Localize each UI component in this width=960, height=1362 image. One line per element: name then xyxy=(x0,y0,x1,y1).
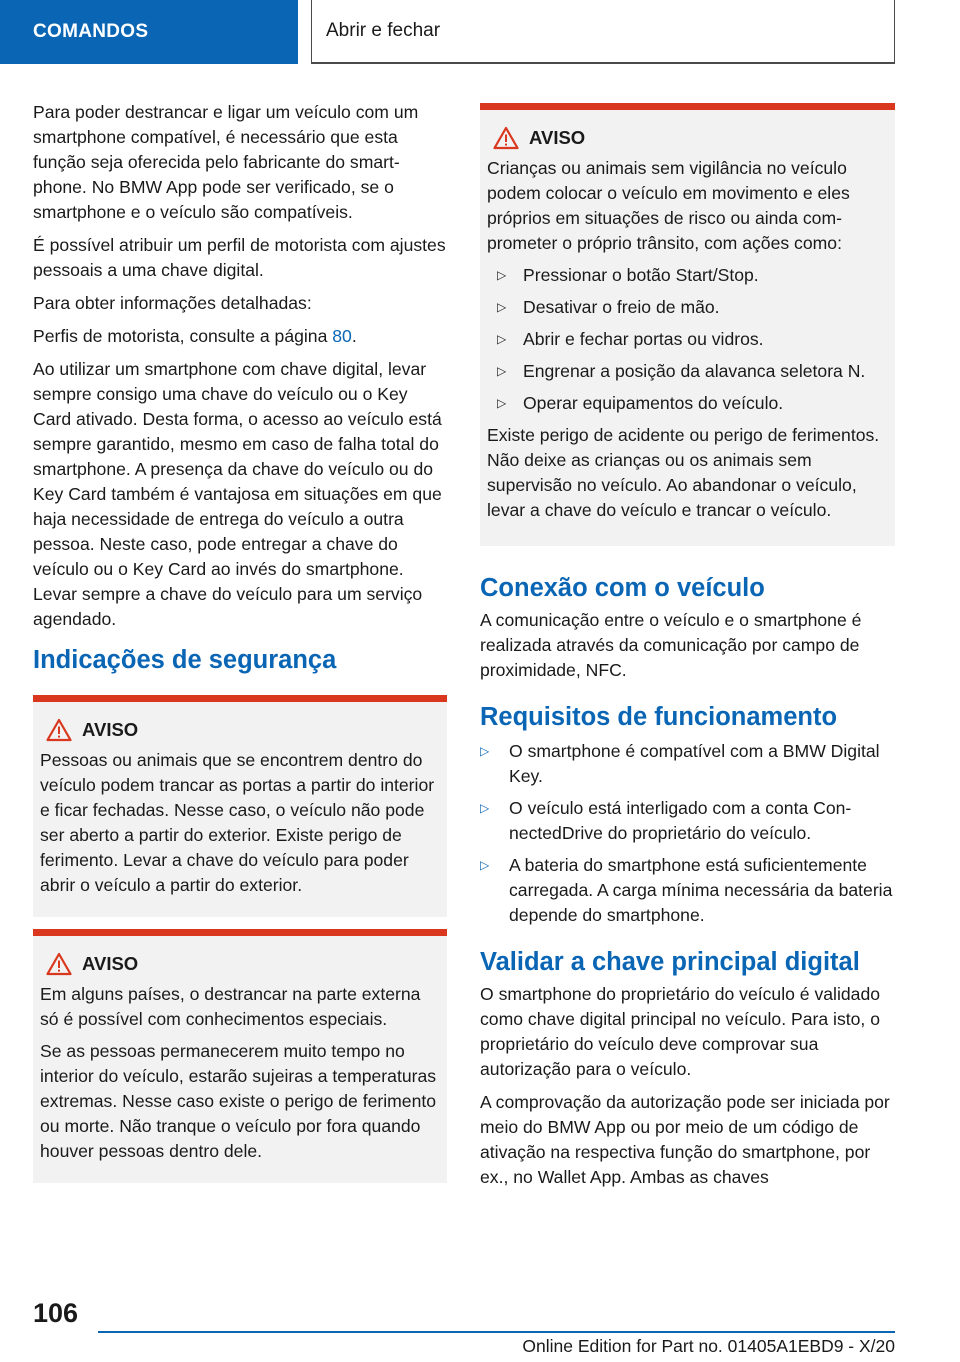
warning-box-extreme-temp xyxy=(33,929,447,1183)
validate-paragraph-2: A comprovação da autorização pode ser iniciada por meio do BMW App ou por meio de um código de ativação na respectiva função do smartphone, por ex., no Wallet App. Ambas as chaves xyxy=(480,1092,890,1187)
list-item-text: Pressionar o botão Start/Stop. xyxy=(523,265,759,285)
header-section-tab xyxy=(0,0,298,64)
warning-title xyxy=(40,718,440,742)
reference-paragraph xyxy=(33,324,447,349)
right-column xyxy=(480,103,895,1198)
validate-paragraph-1: O smartphone do proprietário do veículo é validado como chave digital principal no veículo. Para isto, o proprietário do veículo deve comprovar sua autorização para o veículo. xyxy=(480,984,881,1079)
triangle-bullet-icon: ▷ xyxy=(497,364,507,378)
list-item xyxy=(487,263,888,288)
connection-paragraph: A comunicação entre o veículo e o smartphone é realizada através da comunicação por campo de proximidade, NFC. xyxy=(480,610,862,680)
footer-edition: Online Edition for Part no. 01405A1EBD9 - X/20 xyxy=(522,1336,895,1356)
footer-divider xyxy=(98,1331,895,1333)
warning-title-text: AVISO xyxy=(529,127,586,148)
list-item-text: A bateria do smartphone está suficientemente carregada. A carga mínima necessária da bateria depende do smartphone. xyxy=(509,855,893,925)
requirements-list xyxy=(480,739,895,928)
key-card-paragraph: Ao utilizar um smartphone com chave digital, levar sempre consigo uma chave do veículo ou o Key Card ativado. Desta forma, o acesso ao veículo está sempre garantido, mesmo em caso de falha total do smartphone. A presença da chave do veículo ou do Key Card também é vantajosa em situações em que haja necessidade de entrega do veículo a outra pessoa. Neste caso, pode entregar a chave do veículo ou o Key Card ao invés do smartphone. Levar sempre a chave do veículo para um serviço agendado. xyxy=(33,359,442,629)
triangle-bullet-icon: ▷ xyxy=(497,332,507,346)
warning-outro: Existe perigo de acidente ou perigo de ferimentos. Não deixe as crianças ou os animais sem supervisão no veículo. Ao abandonar o veículo, levar a chave do veículo e trancar o veículo. xyxy=(487,425,880,520)
warning-box-locked-in xyxy=(33,695,447,917)
left-column xyxy=(33,100,447,1183)
list-item-text: Abrir e fechar portas ou vidros. xyxy=(523,329,764,349)
list-item xyxy=(487,327,888,352)
warning-triangle-icon xyxy=(46,952,72,976)
list-item xyxy=(480,796,895,846)
list-item-text: O veículo está interligado com a conta ConnectedDrive do proprietário do veículo. xyxy=(509,798,852,843)
warning-text: Se as pessoas permanecerem muito tempo no interior do veículo, estarão sujeiras a temperaturas extremas. Nesse caso existe o perigo de ferimento ou morte. Não tranque o veículo por fora quando houver pessoas dentro dele. xyxy=(40,1041,437,1161)
triangle-bullet-icon: ▷ xyxy=(480,744,490,758)
warning-title-text: AVISO xyxy=(82,953,139,974)
profile-paragraph: É possível atribuir um perfil de motorista com ajustes pessoais a uma chave digital. xyxy=(33,235,446,280)
warning-action-list xyxy=(487,263,888,416)
list-item-text: Desativar o freio de mão. xyxy=(523,297,720,317)
warning-intro: Crianças ou animais sem vigilância no veículo podem colocar o veículo em movimento e eles próprios em situações de risco ou ainda comprometer o próprio trânsito, com ações como: xyxy=(487,158,850,253)
header-chapter-title: Abrir e fechar xyxy=(326,20,441,41)
requirements-heading: Requisitos de funcionamento xyxy=(480,703,838,731)
list-item-text: Engrenar a posição da alavanca seletora N. xyxy=(523,361,866,381)
page-reference-link[interactable]: 80 xyxy=(332,326,352,346)
reference-text: Perfis de motorista, consulte a página xyxy=(33,326,333,346)
warning-triangle-icon xyxy=(46,718,72,742)
header-chapter-tab xyxy=(311,0,895,64)
triangle-bullet-icon: ▷ xyxy=(480,858,490,872)
validate-heading: Validar a chave principal digital xyxy=(480,948,860,976)
page-number: 106 xyxy=(33,1298,79,1328)
warning-title xyxy=(487,126,888,150)
header-section-title: COMANDOS xyxy=(33,21,149,42)
reference-suffix: . xyxy=(351,326,357,346)
warning-text: Em alguns países, o destrancar na parte externa só é possível com conhecimentos especiais. xyxy=(40,984,421,1029)
triangle-bullet-icon: ▷ xyxy=(497,396,507,410)
list-item xyxy=(480,853,895,928)
warning-text: Pessoas ou animais que se encontrem dentro do veículo podem trancar as portas a partir do interior e ficar fechadas. Nesse caso, o veículo não pode ser aberto a partir do exterior. Existe perigo de ferimento. Levar a chave do veículo para poder abrir o veículo a partir do exterior. xyxy=(40,750,435,895)
safety-heading: Indicações de segurança xyxy=(33,646,337,674)
triangle-bullet-icon: ▷ xyxy=(497,268,507,282)
list-item xyxy=(487,391,888,416)
info-paragraph: Para obter informações detalhadas: xyxy=(33,293,312,313)
warning-triangle-icon xyxy=(493,126,519,150)
list-item xyxy=(480,739,895,789)
warning-title-text: AVISO xyxy=(82,719,139,740)
triangle-bullet-icon: ▷ xyxy=(497,300,507,314)
list-item-text: O smartphone é compatível com a BMW Digital Key. xyxy=(509,741,880,786)
list-item xyxy=(487,359,888,384)
intro-paragraph: Para poder destrancar e ligar um veículo com um smartphone compatível, é necessário que esta função seja oferecida pelo fabricante do smartphone. No BMW App pode ser verificado, se o smartphone e o veículo são compatíveis. xyxy=(33,102,419,222)
list-item xyxy=(487,295,888,320)
warning-box-children xyxy=(480,103,895,546)
connection-heading: Conexão com o veículo xyxy=(480,574,765,602)
warning-title xyxy=(40,952,440,976)
triangle-bullet-icon: ▷ xyxy=(480,801,490,815)
list-item-text: Operar equipamentos do veículo. xyxy=(523,393,784,413)
